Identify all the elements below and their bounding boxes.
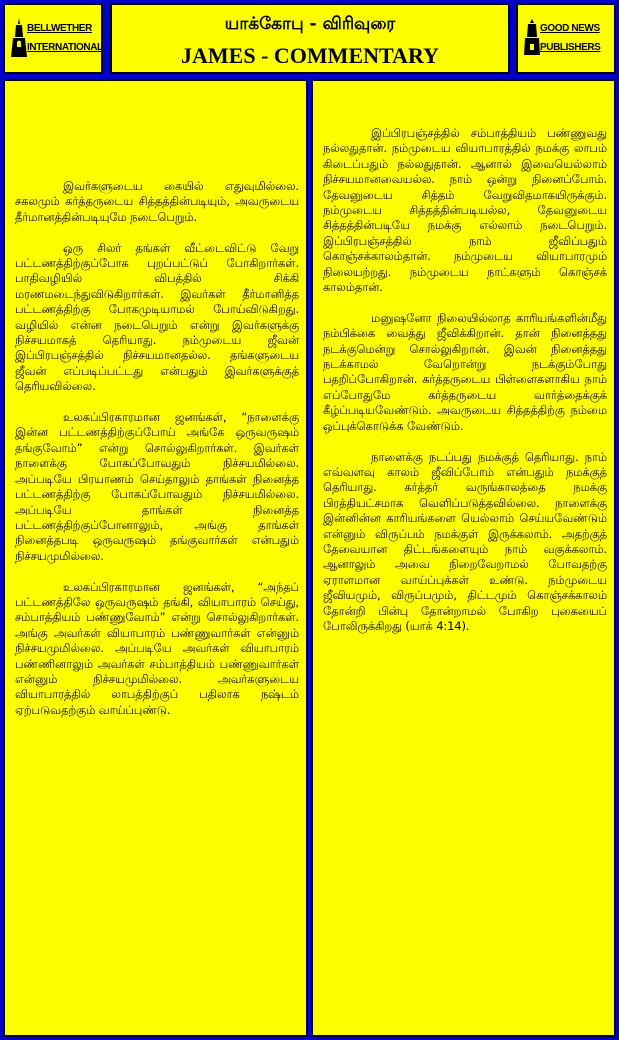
text-column-right (311, 79, 616, 1037)
page-title-tamil: யாக்கோபு - விரிவுரை (224, 14, 396, 34)
paragraph: இவர்களுடைய கையில் எதுவுமில்லை. சகலமும் கர்த்தருடைய சித்தத்தின்படியும், அவருடைய தீர்மானத்தின்படியுமே நடைபெறும். (15, 179, 299, 224)
page-title-english: JAMES - COMMENTARY (181, 43, 439, 68)
bell-tower-icon (11, 17, 27, 57)
column-right-body (323, 126, 607, 650)
paragraph: உலகப்பிரகாரமான ஜனங்கள், “அந்தப் பட்டணத்திலே ஒருவருஷம் தங்கி, வியாபாரம் செய்து, சம்பாத்தியம் பண்ணுவோம்” என்று சொல்லுகிறார்கள். அங்கு அவர்கள் வியாபாரம் பண்ணுவார்கள் என்னும் நிச்சயமுமில்லை. அப்படியே அவர்கள் வியாபாரம் பண்ணினாலும் அவர்கள் சம்பாத்தியம் பண்ணுவார்கள் என்னும் நிச்சயமுமில்லை. அவர்களுடைய வியாபாரத்தில் லாபத்திற்குப் பதிலாக நஷ்டம் ஏற்படுவதற்கும் வாய்ப்புண்டு. (15, 579, 299, 717)
publisher-logo-left (3, 3, 103, 74)
logo-right-line2: PUBLISHERS (540, 42, 601, 53)
paragraph: உலகப்பிரகாரமான ஜனங்கள், “நாளைக்கு இன்ன பட்டணத்திற்குப்போய் அங்கே ஒருவருஷம் தங்குவோம்” என்று சொல்லுகிறார்கள். இவர்கள் நாளைக்கு போகப்போவதும் நிச்சயமில்லை. அப்படியே பிரயாணம் செய்தாலும் தாங்கள் நினைத்த பட்டணத்திற்கு போகப்போவதும் நிச்சயமில்லை. அப்படியே தாங்கள் நினைத்த பட்டணத்திற்குப்போனாலும், அங்கு தாங்கள் நினைத்தபடி ஒருவருஷம் தங்குவார்கள் என்பதும் நிச்சயமுமில்லை. (15, 410, 299, 563)
title-banner (110, 3, 510, 74)
publisher-logo-right (516, 3, 616, 74)
logo-left-line2: INTERNATIONAL (27, 42, 103, 53)
logo-right-line1: GOOD NEWS (540, 23, 600, 34)
bell-icon (524, 17, 540, 57)
paragraph: இப்பிரபஞ்சத்தில் சம்பாத்தியம் பண்ணுவது நல்லதுதான். நம்முடைய வியாபாரத்தில் நமக்கு லாபம் கிடைப்பதும் நல்லதுதான். ஆனால் இவையெல்லாம் நிச்சயமானவையல்ல. நாம் ஒன்று நினைப்போம். தேவனுடைய சித்தம் வேறுவிதமாகயிருக்கும். நம்முடைய சித்தத்தின்படியல்ல, தேவனுடைய சித்தத்தின்படியே நமக்கு எல்லாம் நடைபெறும். இப்பிரபஞ்சத்தில் நாம் ஜீவிப்பதும் கொஞ்சக்காலம்தான். நம்முடைய வியாபாரமும் நிலையற்றது. நம்முடைய நாட்களும் கொஞ்சக் காலம்தான். (323, 126, 607, 295)
paragraph: மனுஷனோ நிலையில்லாத காரியங்களின்மீது நம்பிக்கை வைத்து ஜீவிக்கிறான். தான் நினைத்தது நடக்குமென்று சொல்லுகிறான். இவன் நினைத்தது நடக்காமல் வேறொன்று நடக்கும்போது பதறிப்போகிறான். கர்த்தருடைய பிள்ளைகளாகிய நாம் எப்போதுமே கர்த்தருடைய வார்த்தைக்குக் கீழ்ப்படியவேண்டும். அவருடைய சித்தத்திற்கு நம்மை ஒப்புக்கொடுக்க வேண்டும். (323, 310, 607, 433)
text-column-left (3, 79, 308, 1037)
paragraph: நாளைக்கு நடப்பது நமக்குத் தெரியாது. நாம் எவ்வளவு காலம் ஜீவிப்போம் என்பதும் நமக்குத் தெரியாது. கர்த்தர் வருங்காலத்தை நமக்கு பிரத்தியட்சமாக வெளிப்படுத்தவில்லை. நாளைக்கு இன்னின்ன காரியங்களை யெல்லாம் செய்யவேண்டும் என்னும் விருப்பம் நமக்குள் இருக்கலாம். அதற்குத் தேவையான திட்டங்களையும் நாம் வகுக்கலாம். ஆனாலும் அவை நிறைவேறாமல் போவதற்கு ஏராளமான வாய்ப்புக்கள் உண்டு. நம்முடைய ஜீவியமும், விருப்பமும், திட்டமும் கொஞ்சக்காலம் தோன்றி பின்பு தோன்றாமல் போகிற புகையைப் போலிருக்கிறது (யாக் 4:14). (323, 449, 607, 633)
column-left-body (15, 179, 299, 734)
paragraph: ஒரு சிலர் தங்கள் வீட்டைவிட்டு வேறு பட்டணத்திற்குப்போக புறப்பட்டுப் போகிறார்கள். பாதிவழியில் விபத்தில் சிக்கி மரணமடைந்துவிடுகிறார்கள். இவர்கள் தீர்மானித்த பட்டணத்திற்கு போகமுடியாமல் போய்விடுகிறது. வழியில் என்ன நடைபெறும் என்று இவர்களுக்கு நிச்சயமாகத் தெரியாது. நம்முடைய ஜீவன் இப்பிரபஞ்சத்தில் நிச்சயமானதல்ல. தங்களுடைய ஜீவன் எப்படிப்பட்டது என்பதும் இவர்களுக்குத் தெரியவில்லை. (15, 240, 299, 394)
logo-left-line1: BELLWETHER (27, 23, 92, 34)
